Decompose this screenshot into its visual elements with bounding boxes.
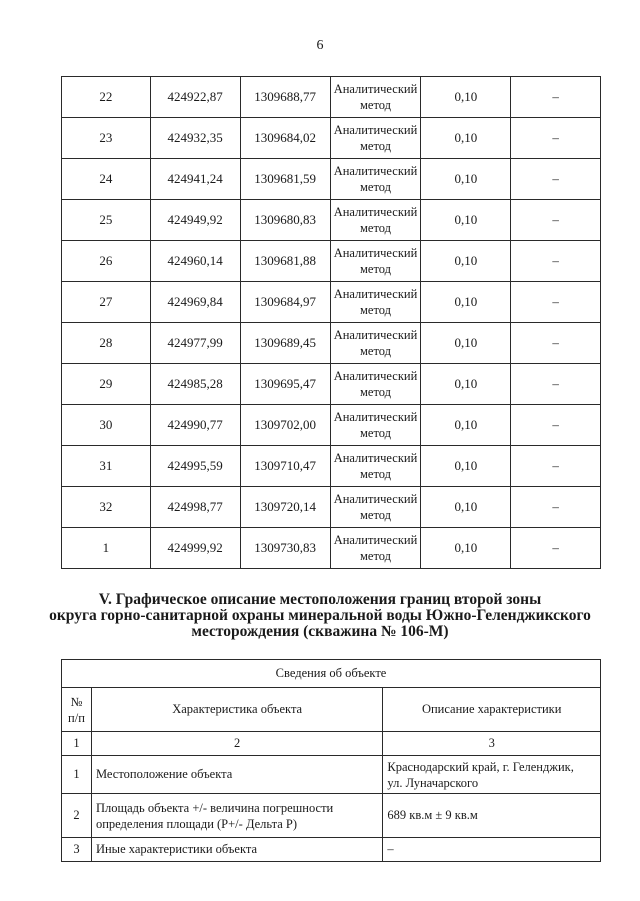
point-number: 30 [62, 405, 151, 446]
method-line2: метод [359, 221, 391, 235]
method-line1: Аналитический [333, 123, 418, 137]
method-cell [330, 487, 421, 528]
info-index-row [62, 732, 601, 756]
coordinate-y: 1309684,02 [240, 118, 330, 159]
method-line2: метод [359, 549, 391, 563]
coordinate-y: 1309730,83 [240, 528, 330, 569]
method-line1: Аналитический [333, 451, 418, 465]
info-row-number: 2 [62, 794, 92, 838]
method-cell [330, 77, 421, 118]
method-line2: метод [359, 426, 391, 440]
point-number: 28 [62, 323, 151, 364]
info-row-characteristic [91, 794, 382, 838]
method-line2: метод [359, 508, 391, 522]
error-value: 0,10 [421, 77, 511, 118]
info-row-description [383, 756, 601, 794]
coordinate-x: 424949,92 [150, 200, 240, 241]
error-value: 0,10 [421, 282, 511, 323]
coordinate-x: 424932,35 [150, 118, 240, 159]
method-cell [330, 323, 421, 364]
error-value: 0,10 [421, 364, 511, 405]
section-title [0, 592, 640, 640]
coordinates-table [61, 76, 601, 569]
point-number: 32 [62, 487, 151, 528]
info-row [62, 794, 601, 838]
info-row-number: 3 [62, 838, 92, 862]
coordinate-x: 424977,99 [150, 323, 240, 364]
index-col-3: 3 [383, 732, 601, 756]
point-number: 26 [62, 241, 151, 282]
coordinate-row [62, 159, 601, 200]
coordinate-x: 424960,14 [150, 241, 240, 282]
section-title-line2: округа горно-санитарной охраны минеральной воды Южно-Геленджикского [49, 607, 591, 624]
description-line1: Краснодарский край, г. Геленджик, [387, 759, 574, 774]
method-line1: Аналитический [333, 533, 418, 547]
method-line1: Аналитический [333, 82, 418, 96]
coordinate-row [62, 323, 601, 364]
method-line1: Аналитический [333, 205, 418, 219]
coordinate-y: 1309720,14 [240, 487, 330, 528]
method-line2: метод [359, 344, 391, 358]
info-row-description: – [383, 838, 601, 862]
error-value: 0,10 [421, 487, 511, 528]
note-value: – [511, 446, 601, 487]
note-value: – [511, 528, 601, 569]
method-line1: Аналитический [333, 287, 418, 301]
coordinate-y: 1309684,97 [240, 282, 330, 323]
page-number: 6 [316, 38, 324, 53]
coordinate-y: 1309680,83 [240, 200, 330, 241]
section-title-line1: V. Графическое описание местоположения границ второй зоны [98, 591, 542, 608]
coordinate-row [62, 364, 601, 405]
description-line2: ул. Луначарского [387, 775, 479, 790]
info-row-characteristic: Местоположение объекта [91, 756, 382, 794]
info-row [62, 756, 601, 794]
error-value: 0,10 [421, 405, 511, 446]
method-cell [330, 200, 421, 241]
coordinate-row [62, 118, 601, 159]
point-number: 1 [62, 528, 151, 569]
coordinate-y: 1309702,00 [240, 405, 330, 446]
error-value: 0,10 [421, 159, 511, 200]
method-line1: Аналитический [333, 410, 418, 424]
method-cell [330, 241, 421, 282]
info-row [62, 838, 601, 862]
point-number: 24 [62, 159, 151, 200]
method-line1: Аналитический [333, 164, 418, 178]
coordinate-row [62, 282, 601, 323]
index-col-1: 1 [62, 732, 92, 756]
method-line1: Аналитический [333, 328, 418, 342]
note-value: – [511, 118, 601, 159]
object-info-table [61, 659, 601, 862]
coordinate-y: 1309681,59 [240, 159, 330, 200]
note-value: – [511, 241, 601, 282]
coordinate-x: 424990,77 [150, 405, 240, 446]
method-cell [330, 159, 421, 200]
coordinate-x: 424941,24 [150, 159, 240, 200]
method-line2: метод [359, 139, 391, 153]
coordinate-row [62, 200, 601, 241]
info-caption: Сведения об объекте [62, 660, 601, 688]
method-line2: метод [359, 385, 391, 399]
point-number: 27 [62, 282, 151, 323]
method-line2: метод [359, 180, 391, 194]
characteristic-line1: Площадь объекта +/- величина погрешности [95, 800, 334, 815]
method-line1: Аналитический [333, 492, 418, 506]
method-line2: метод [359, 303, 391, 317]
header-number [62, 688, 92, 732]
info-row-number: 1 [62, 756, 92, 794]
coordinate-x: 424998,77 [150, 487, 240, 528]
note-value: – [511, 77, 601, 118]
coordinate-row [62, 446, 601, 487]
coordinate-y: 1309710,47 [240, 446, 330, 487]
error-value: 0,10 [421, 528, 511, 569]
error-value: 0,10 [421, 200, 511, 241]
method-line2: метод [359, 467, 391, 481]
coordinate-y: 1309688,77 [240, 77, 330, 118]
coordinate-x: 424999,92 [150, 528, 240, 569]
coordinate-y: 1309695,47 [240, 364, 330, 405]
note-value: – [511, 364, 601, 405]
method-cell [330, 528, 421, 569]
error-value: 0,10 [421, 323, 511, 364]
point-number: 25 [62, 200, 151, 241]
method-cell [330, 405, 421, 446]
coordinate-y: 1309681,88 [240, 241, 330, 282]
note-value: – [511, 487, 601, 528]
note-value: – [511, 159, 601, 200]
point-number: 31 [62, 446, 151, 487]
note-value: – [511, 323, 601, 364]
coordinate-row [62, 405, 601, 446]
coordinate-x: 424922,87 [150, 77, 240, 118]
point-number: 29 [62, 364, 151, 405]
header-number-line2: п/п [68, 710, 85, 725]
note-value: – [511, 405, 601, 446]
method-line2: метод [359, 98, 391, 112]
method-cell [330, 446, 421, 487]
coordinate-row [62, 487, 601, 528]
method-line2: метод [359, 262, 391, 276]
characteristic-line2: определения площади (P+/- Дельта P) [95, 816, 298, 831]
coordinate-row [62, 77, 601, 118]
coordinate-x: 424995,59 [150, 446, 240, 487]
info-row-description: 689 кв.м ± 9 кв.м [383, 794, 601, 838]
method-line1: Аналитический [333, 369, 418, 383]
error-value: 0,10 [421, 241, 511, 282]
coordinate-x: 424969,84 [150, 282, 240, 323]
method-cell [330, 282, 421, 323]
section-title-line3: месторождения (скважина № 106-М) [191, 623, 449, 640]
method-line1: Аналитический [333, 246, 418, 260]
header-number-line1: № [70, 694, 83, 709]
error-value: 0,10 [421, 118, 511, 159]
point-number: 23 [62, 118, 151, 159]
coordinate-y: 1309689,45 [240, 323, 330, 364]
error-value: 0,10 [421, 446, 511, 487]
index-col-2: 2 [91, 732, 382, 756]
header-characteristic: Характеристика объекта [91, 688, 382, 732]
info-header-row [62, 688, 601, 732]
header-description: Описание характеристики [383, 688, 601, 732]
method-cell [330, 118, 421, 159]
point-number: 22 [62, 77, 151, 118]
coordinate-row [62, 241, 601, 282]
info-row-characteristic: Иные характеристики объекта [91, 838, 382, 862]
info-caption-row [62, 660, 601, 688]
note-value: – [511, 200, 601, 241]
note-value: – [511, 282, 601, 323]
coordinate-row [62, 528, 601, 569]
method-cell [330, 364, 421, 405]
coordinate-x: 424985,28 [150, 364, 240, 405]
